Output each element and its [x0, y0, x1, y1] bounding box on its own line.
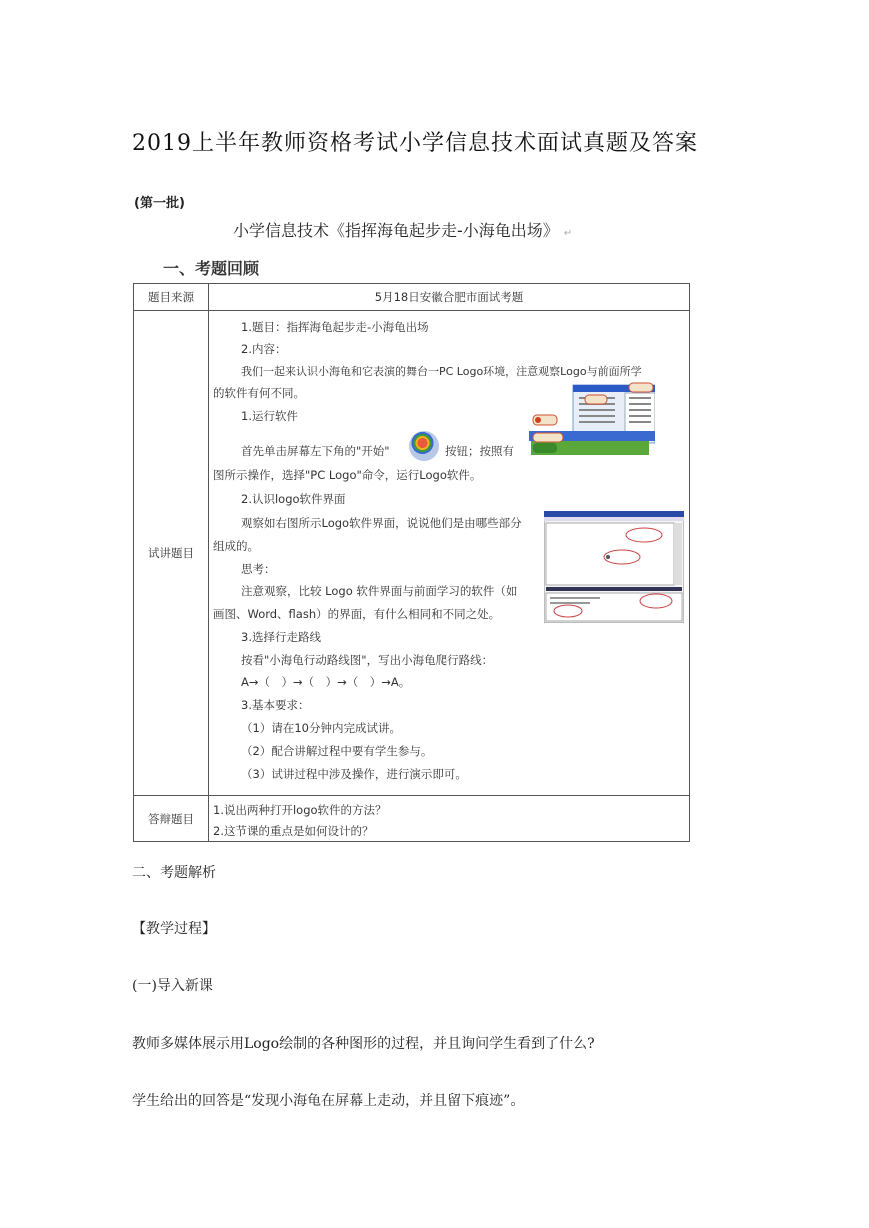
- defense-content: [209, 796, 690, 842]
- content-line: 1.题目：指挥海龟起步走-小海龟出场: [241, 320, 429, 334]
- table-row: [134, 311, 690, 796]
- teaching-process-heading: 【教学过程】: [132, 921, 216, 937]
- content-line: 1.说出两种打开logo软件的方法？: [213, 803, 387, 817]
- content-line: 按看"小海龟行动路线图"，写出小海龟爬行路线：: [241, 653, 494, 667]
- content-line: 画图、Word、flash）的界面，有什么相同和不同之处。: [213, 607, 501, 621]
- logo-window-screenshot: [544, 511, 684, 623]
- content-line: 的软件有何不同。: [213, 386, 305, 400]
- scanned-exam-image: [133, 212, 693, 844]
- content-line: （3）试讲过程中涉及操作，进行演示即可。: [241, 767, 467, 781]
- source-label: 题目来源: [134, 284, 209, 311]
- intro-heading: (一)导入新课: [132, 978, 213, 994]
- table-row: [134, 796, 690, 842]
- lecture-content: [209, 311, 690, 796]
- windows-start-icon: [409, 431, 439, 461]
- content-line: 观察如右图所示Logo软件界面，说说他们是由哪些部分: [241, 516, 522, 530]
- content-line: 组成的。: [213, 539, 259, 553]
- exam-question-table: [133, 283, 690, 842]
- content-line: 1.运行软件: [241, 409, 298, 423]
- content-line: 2.这节课的重点是如何设计的？: [213, 824, 374, 838]
- paragraph: 学生给出的回答是“发现小海龟在屏幕上走动，并且留下痕迹”。: [132, 1093, 525, 1109]
- content-line: 图所示操作，选择"PC Logo"命令，运行Logo软件。: [213, 468, 482, 482]
- lesson-title: 小学信息技术《指挥海龟起步走-小海龟出场》 ↵: [233, 221, 573, 240]
- source-value: 5月18日安徽合肥市面试考题: [209, 284, 690, 311]
- batch-label: (第一批): [134, 196, 185, 211]
- section-analysis-heading: 二、考题解析: [132, 865, 216, 881]
- paragraph: 教师多媒体展示用Logo绘制的各种图形的过程，并且询问学生看到了什么?: [132, 1036, 595, 1052]
- content-line: 3.选择行走路线: [241, 630, 321, 644]
- section-review-heading: 一、考题回顾: [163, 259, 260, 278]
- content-line: 2.认识logo软件界面: [241, 492, 346, 506]
- start-menu-screenshot: [529, 381, 655, 459]
- content-line: A→（ ）→（ ）→（ ）→A。: [241, 675, 411, 689]
- content-line: 思考：: [241, 562, 276, 576]
- content-line: 首先单击屏幕左下角的"开始": [241, 444, 390, 458]
- content-line: 我们一起来认识小海龟和它表演的舞台一PC Logo环境，注意观察Logo与前面所学: [241, 365, 642, 378]
- content-line: 3.基本要求：: [241, 698, 310, 712]
- lecture-label: 试讲题目: [134, 311, 209, 796]
- defense-label: 答辩题目: [134, 796, 209, 842]
- document-title: 2019上半年教师资格考试小学信息技术面试真题及答案: [132, 131, 698, 156]
- content-line: 注意观察，比较 Logo 软件界面与前面学习的软件（如: [241, 584, 518, 598]
- content-line: （1）请在10分钟内完成试讲。: [241, 721, 401, 735]
- table-row: [134, 284, 690, 311]
- content-line: （2）配合讲解过程中要有学生参与。: [241, 744, 433, 758]
- content-line: 2.内容：: [241, 342, 287, 356]
- content-line: 按钮；按照有: [445, 444, 514, 458]
